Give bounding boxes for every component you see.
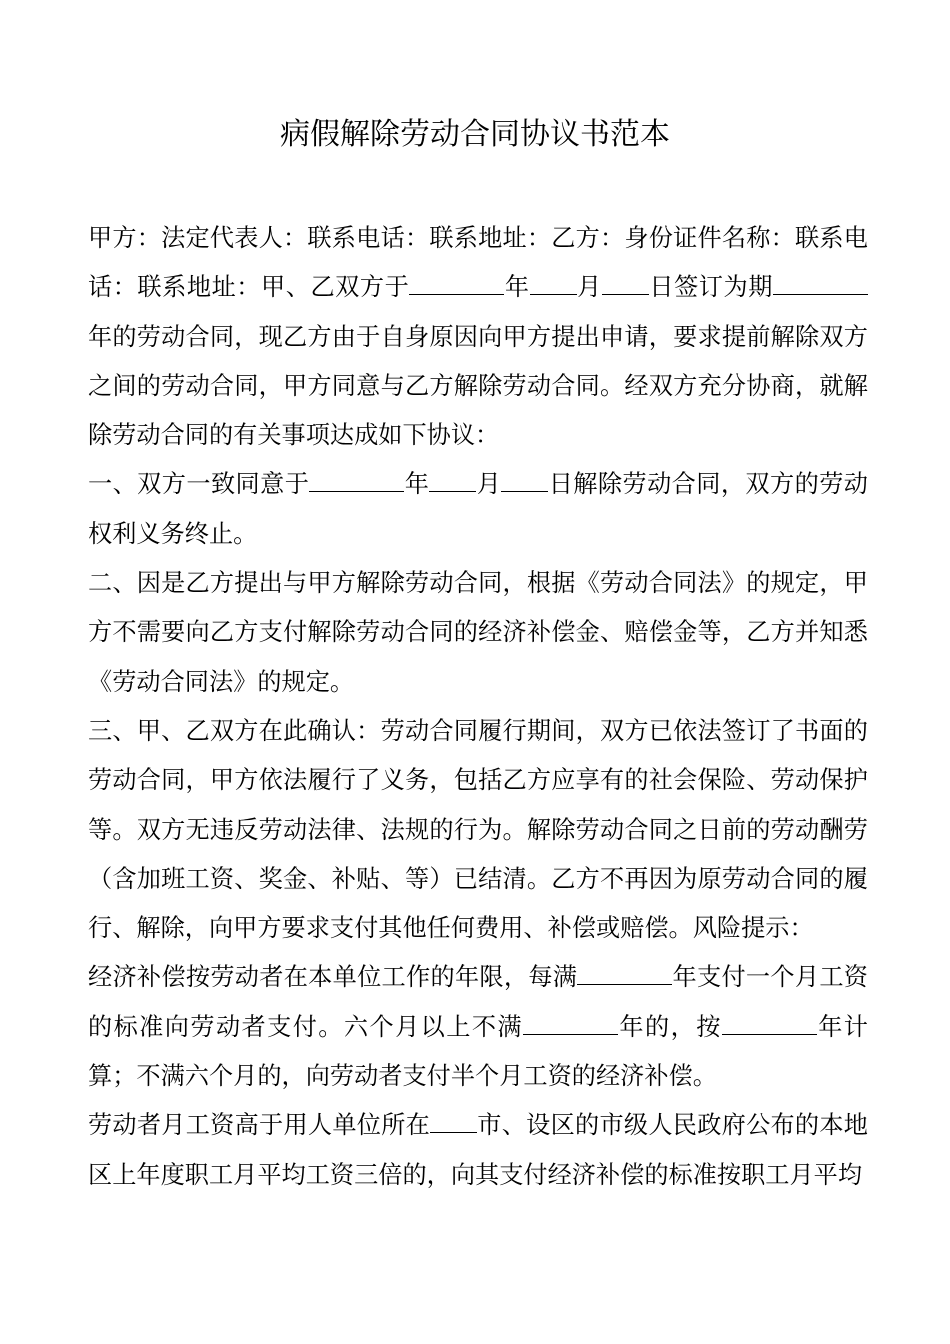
blank-sign-day — [602, 269, 649, 295]
blank-city — [430, 1107, 477, 1133]
clause-1-text-4: 日解除劳动合同，双方的劳动权利义务终止。 — [88, 470, 868, 548]
paragraph-clause-2: 二、因是乙方提出与甲方解除劳动合同，根据《劳动合同法》的规定，甲方不需要向乙方支付解除劳动合同的经济补偿金、赔偿金等，乙方并知悉《劳动合同法》的规定。 — [88, 569, 868, 696]
intro-text-4: 日签订为期 — [648, 273, 773, 302]
compensation-text-3: 年的，按 — [618, 1012, 722, 1041]
blank-six-months-threshold — [523, 1008, 618, 1034]
intro-text-3: 月 — [576, 273, 602, 302]
paragraph-clause-1 — [88, 460, 868, 559]
blank-contract-term — [773, 269, 868, 295]
document-title: 病假解除劳动合同协议书范本 — [280, 117, 670, 152]
high-wage-text-1: 劳动者月工资高于用人单位所在 — [88, 1111, 431, 1140]
blank-termination-year — [309, 466, 404, 492]
high-wage-text-2: 市、设区的市级人民政府公布的本地区上年度职工月平均工资三倍的，向其支付经济补偿的标准按职工月平均 — [88, 1111, 868, 1189]
compensation-text-1: 经济补偿按劳动者在本单位工作的年限，每满 — [88, 963, 578, 992]
blank-termination-day — [501, 466, 548, 492]
blank-count-as-years — [722, 1008, 817, 1034]
blank-sign-month — [530, 269, 577, 295]
paragraph-compensation — [88, 953, 868, 1101]
document-body — [88, 214, 868, 1200]
intro-text-2: 年 — [504, 273, 530, 302]
blank-years-per-month — [577, 959, 672, 985]
compensation-text-2: 年支付一个月工资的标准向劳动者支付。六个月以上不满 — [88, 963, 868, 1041]
clause-1-text-3: 月 — [476, 470, 502, 499]
intro-text-1: 甲方：法定代表人：联系电话：联系地址：乙方：身份证件名称：联系电话：联系地址：甲、乙双方于 — [88, 224, 868, 302]
clause-1-text-2: 年 — [404, 470, 430, 499]
paragraph-clause-3: 三、甲、乙双方在此确认：劳动合同履行期间，双方已依法签订了书面的劳动合同，甲方依法履行了义务，包括乙方应享有的社会保险、劳动保护等。双方无违反劳动法律、法规的行为。解除劳动合同之日前的劳动酬劳（含加班工资、奖金、补贴、等）已结清。乙方不再因为原劳动合同的履行、解除，向甲方要求支付其他任何费用、补偿或赔偿。风险提示： — [88, 716, 868, 943]
blank-sign-year — [409, 269, 504, 295]
intro-text-5: 年的劳动合同，现乙方由于自身原因向甲方提出申请，要求提前解除双方之间的劳动合同，甲方同意与乙方解除劳动合同。经双方充分协商，就解除劳动合同的有关事项达成如下协议： — [88, 322, 868, 450]
blank-termination-month — [429, 466, 476, 492]
paragraph-intro — [88, 214, 868, 460]
clause-1-text-1: 一、双方一致同意于 — [88, 470, 310, 499]
compensation-text-4: 年计算；不满六个月的，向劳动者支付半个月工资的经济补偿。 — [88, 1012, 868, 1091]
paragraph-high-wage — [88, 1101, 868, 1200]
